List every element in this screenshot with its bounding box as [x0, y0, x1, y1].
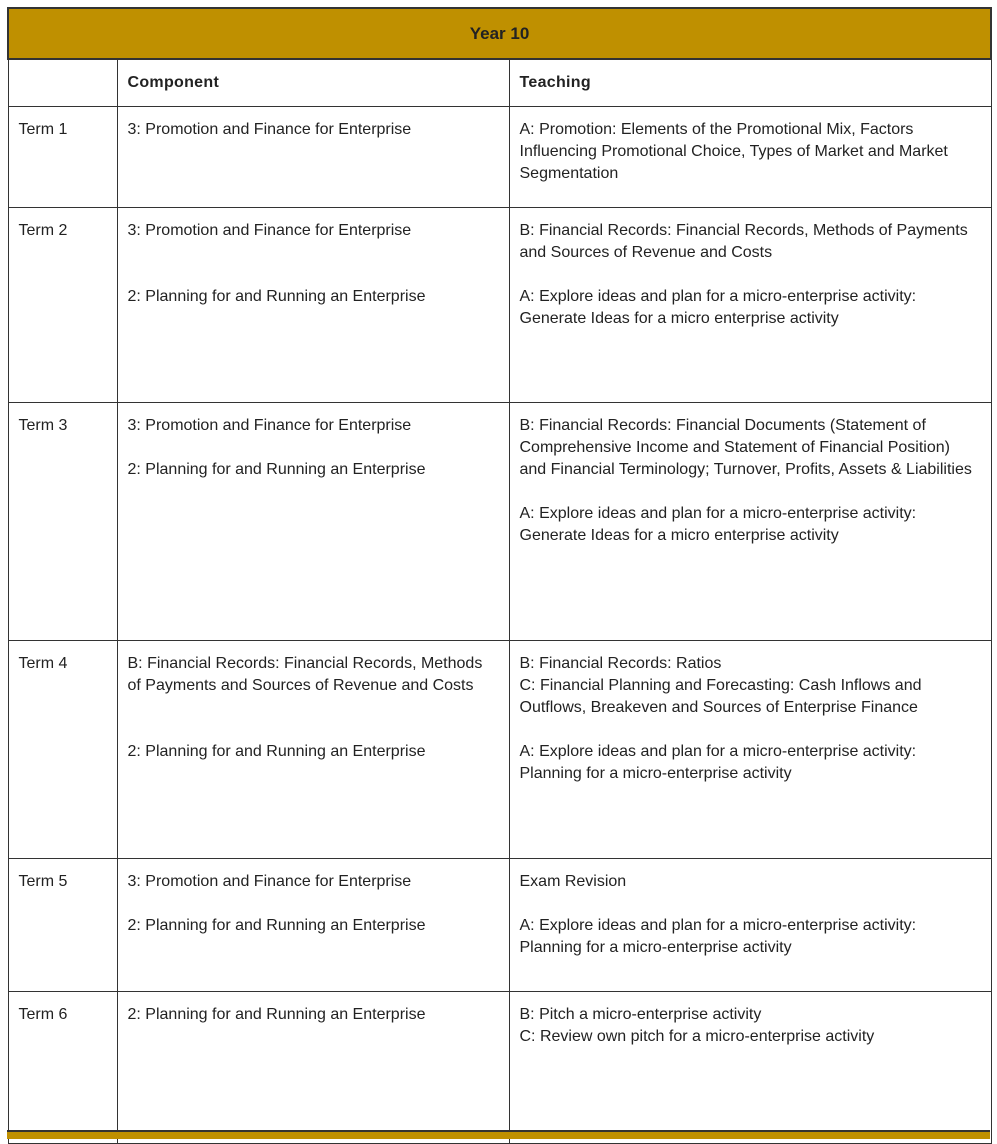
table-row — [8, 859, 991, 992]
component-text: 3: Promotion and Finance for Enterprise — [127, 873, 412, 890]
teaching-text: B: Pitch a micro-enterprise activity — [519, 1006, 762, 1023]
component-text: 2: Planning for and Running an Enterprise — [127, 288, 426, 305]
term-cell: Term 1 — [8, 107, 117, 208]
table-row — [8, 641, 991, 859]
term-cell: Term 5 — [8, 859, 117, 992]
teaching-cell — [509, 641, 991, 859]
component-text: 3: Promotion and Finance for Enterprise — [127, 121, 412, 138]
table-row — [8, 403, 991, 641]
header-term — [8, 59, 117, 107]
component-text: B: Financial Records: Financial Records, Methods of Payments and Sources of Revenue and Costs — [127, 655, 483, 694]
table-row — [8, 107, 991, 208]
teaching-text: C: Financial Planning and Forecasting: Cash Inflows and Outflows, Breakeven and Sources of Enterprise Finance — [519, 677, 922, 716]
teaching-text: Exam Revision — [519, 873, 627, 890]
curriculum-table — [7, 7, 992, 1144]
teaching-text: A: Explore ideas and plan for a micro-enterprise activity: Planning for a micro-enterprise activity — [519, 917, 917, 956]
component-cell — [117, 992, 509, 1144]
teaching-cell — [509, 992, 991, 1144]
teaching-cell — [509, 107, 991, 208]
component-cell — [117, 107, 509, 208]
teaching-cell — [509, 859, 991, 992]
component-text: 3: Promotion and Finance for Enterprise — [127, 417, 412, 434]
component-text: 2: Planning for and Running an Enterprise — [127, 917, 426, 934]
table-row — [8, 208, 991, 403]
footer-bar — [7, 1130, 990, 1139]
teaching-text: B: Financial Records: Ratios — [519, 655, 722, 672]
component-cell — [117, 403, 509, 641]
teaching-text: A: Explore ideas and plan for a micro-enterprise activity: Generate Ideas for a micro enterprise activity — [519, 288, 917, 327]
header-teaching: Teaching — [509, 59, 991, 107]
teaching-cell — [509, 208, 991, 403]
component-text: 2: Planning for and Running an Enterprise — [127, 743, 426, 760]
component-cell — [117, 641, 509, 859]
teaching-text: C: Review own pitch for a micro-enterprise activity — [519, 1028, 875, 1045]
component-text: 3: Promotion and Finance for Enterprise — [127, 222, 412, 239]
term-cell: Term 6 — [8, 992, 117, 1144]
teaching-text: A: Explore ideas and plan for a micro-enterprise activity: Planning for a micro-enterprise activity — [519, 743, 917, 782]
component-cell — [117, 859, 509, 992]
title-row — [8, 8, 991, 59]
component-text: 2: Planning for and Running an Enterprise — [127, 461, 426, 478]
teaching-text: A: Promotion: Elements of the Promotional Mix, Factors Influencing Promotional Choice, Types of Market and Market Segmentation — [519, 121, 948, 182]
header-row — [8, 59, 991, 107]
teaching-cell — [509, 403, 991, 641]
table-row — [8, 992, 991, 1144]
header-component: Component — [117, 59, 509, 107]
teaching-text: B: Financial Records: Financial Records, Methods of Payments and Sources of Revenue and Costs — [519, 222, 968, 261]
term-cell: Term 2 — [8, 208, 117, 403]
term-cell: Term 4 — [8, 641, 117, 859]
table-title: Year 10 — [8, 8, 991, 59]
component-text: 2: Planning for and Running an Enterprise — [127, 1006, 426, 1023]
term-cell: Term 3 — [8, 403, 117, 641]
teaching-text: A: Explore ideas and plan for a micro-enterprise activity: Generate Ideas for a micro enterprise activity — [519, 505, 917, 544]
teaching-text: B: Financial Records: Financial Documents (Statement of Comprehensive Income and Statement of Financial Position) and Financial Terminology; Turnover, Profits, Assets & Liabilities — [519, 417, 972, 478]
component-cell — [117, 208, 509, 403]
